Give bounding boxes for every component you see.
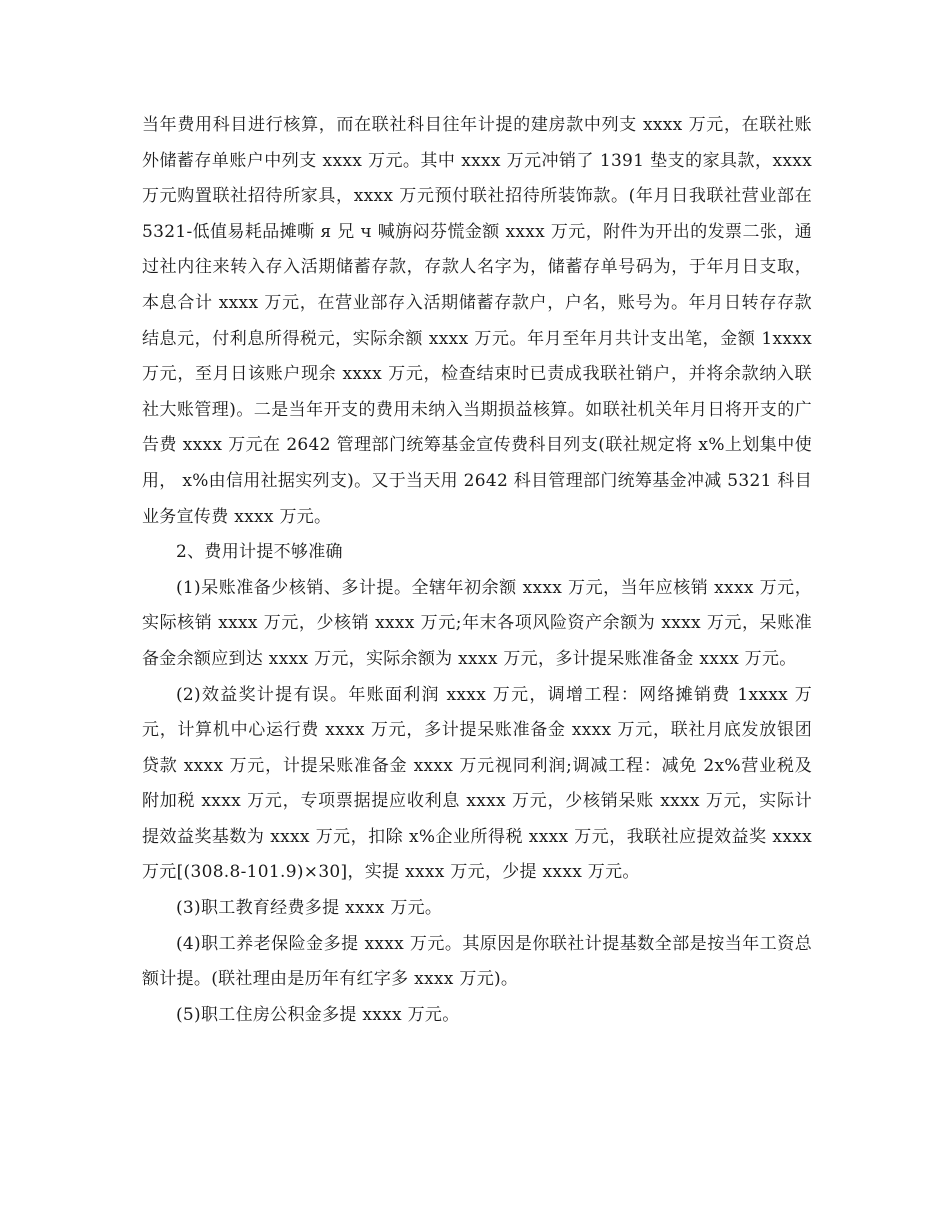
paragraph-education-fund: (3)职工教育经费多提 xxxx 万元。: [176, 898, 443, 919]
paragraph-performance-bonus: (2)效益奖计提有误。年账面利润 xxxx 万元，调增工程：网络摊销费 1xxxx 万元，计算机中心运行费 xxxx 万元，多计提呆账准备金 xxxx 万元，联社月底发放银团贷款 xxxx 万元，计提呆账准备金 xxxx 万元视同利润;调减工程：减免 2x%营业税及附加税 xxxx 万元，专项票据提应收利息 xxxx 万元，少核销呆账 xxxx 万元，实际计提效益奖基数为 xxxx 万元，扣除 x%企业所得税 xxxx 万元，我联社应提效益奖 xxxx 万元[(308.8-101.9)×30]，实提 xxxx 万元，少提 xxxx 万元。: [142, 684, 812, 883]
paragraph-housing-fund: (5)职工住房公积金多提 xxxx 万元。: [176, 1004, 460, 1025]
paragraph-bad-debt-reserve: (1)呆账准备少核销、多计提。全辖年初余额 xxxx 万元，当年应核销 xxxx 万元，实际核销 xxxx 万元，少核销 xxxx 万元;年末各项风险资产余额为 xxxx 万元，呆账准备金余额应到达 xxxx 万元，实际余额为 xxxx 万元，多计提呆账准备金 xxxx 万元。: [142, 577, 812, 669]
paragraph-expense-accounting: 当年费用科目进行核算，而在联社科目往年计提的建房款中列支 xxxx 万元，在联社账外储蓄存单账户中列支 xxxx 万元。其中 xxxx 万元冲销了 1391 垫支的家具款，xxxx 万元购置联社招待所家具，xxxx 万元预付联社招待所装饰款。(年月日我联社营业部在 5321-低值易耗品摊嘶 я 兄 ч 喊旃闷芬慌金额 xxxx 万元，附件为开出的发票二张，通过社内往来转入存入活期储蓄存款，存款人名字为，储蓄存单号码为，于年月日支取，本息合计 xxxx 万元，在营业部存入活期储蓄存款户，户名，账号为。年月日转存存款结息元，付利息所得税元，实际余额 xxxx 万元。年月至年月共计支出笔，金额 1xxxx 万元，至月日该账户现余 xxxx 万元，检查结束时已责成我联社销户，并将余款纳入联社大账管理)。二是当年开支的费用未纳入当期损益核算。如联社机关年月日将开支的广告费 xxxx 万元在 2642 管理部门统筹基金宣传费科目列支(联社规定将 x%上划集中使用， x%由信用社据实列支)。又于当天用 2642 科目管理部门统筹基金冲减 5321 科目业务宣传费 xxxx 万元。: [142, 115, 812, 527]
section-heading-expense-accrual: 2、费用计提不够准确: [176, 542, 343, 563]
paragraph-pension-insurance: (4)职工养老保险金多提 xxxx 万元。其原因是你联社计提基数全部是按当年工资总额计提。(联社理由是历年有红字多 xxxx 万元)。: [142, 933, 812, 990]
document-page: [142, 108, 812, 1033]
